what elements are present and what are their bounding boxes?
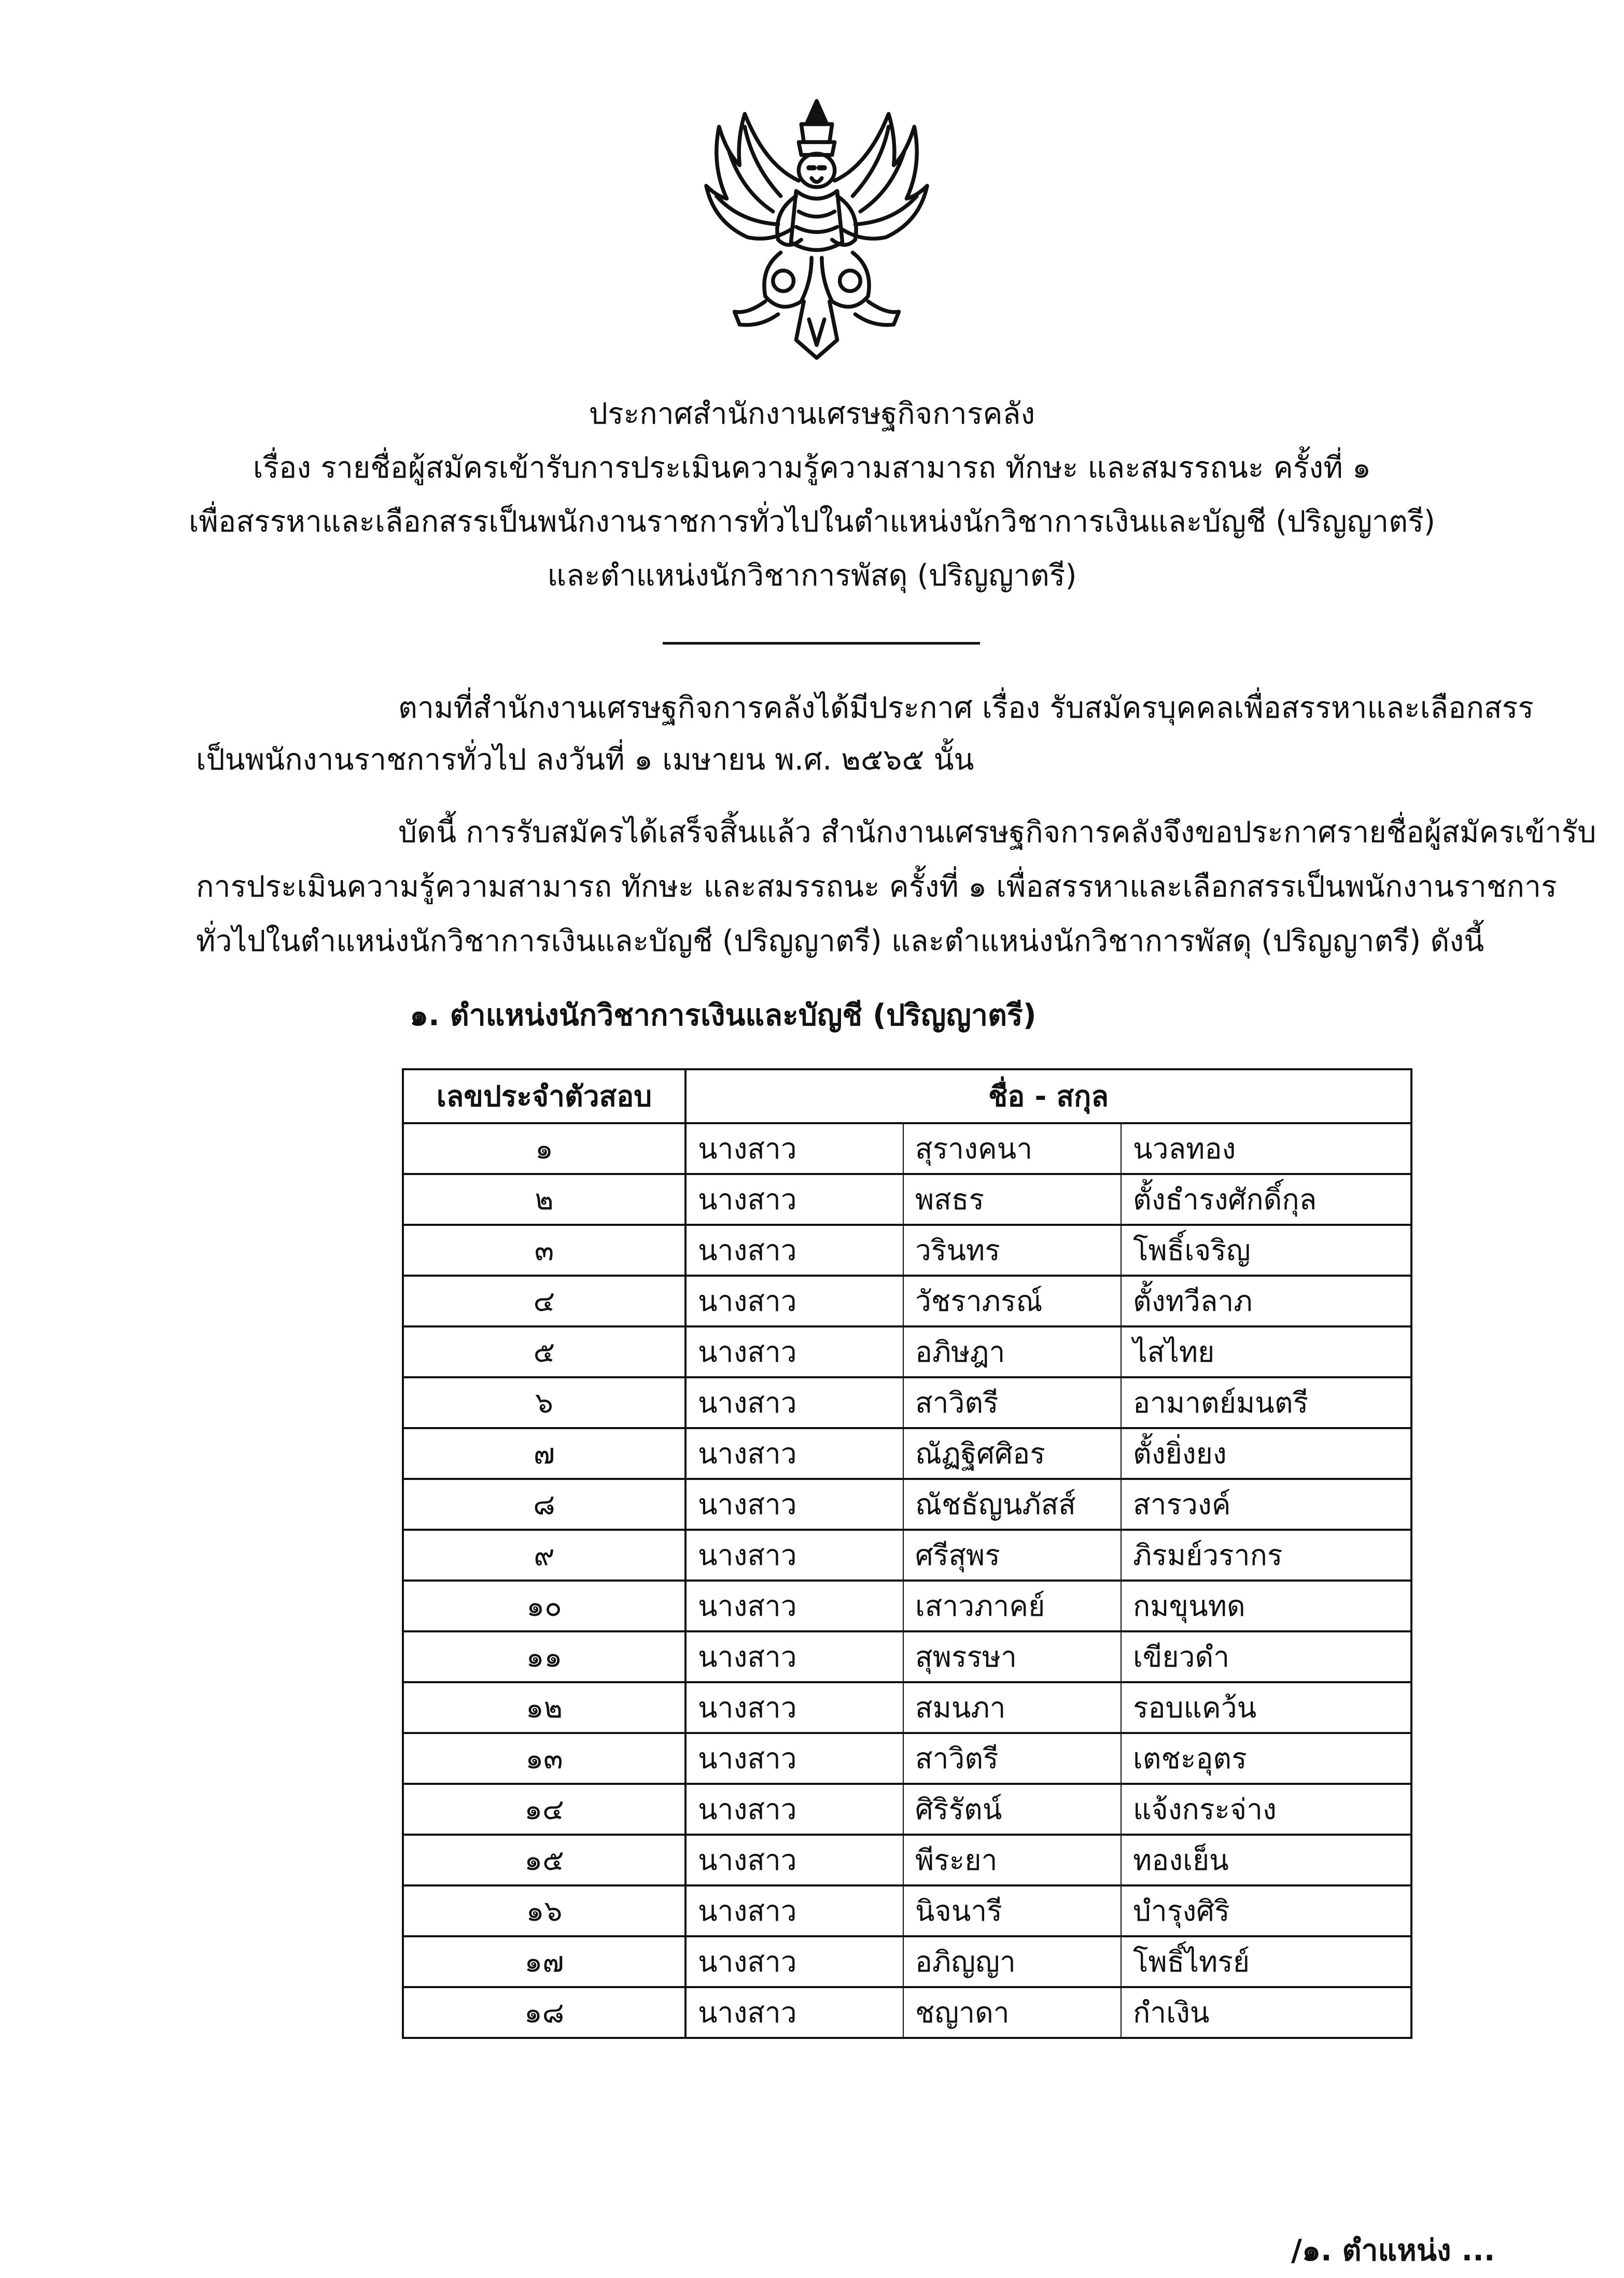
title-cell: นางสาว — [685, 1225, 903, 1276]
title-cell: นางสาว — [685, 1479, 903, 1530]
announcement-subject-end: และตำแหน่งนักวิชาการพัสดุ (ปริญญาตรี) — [547, 558, 1077, 593]
exam-id-cell: ๙ — [403, 1530, 685, 1581]
table-row — [403, 1936, 1411, 1987]
candidate-table — [402, 1068, 1412, 2039]
header-divider — [663, 642, 980, 645]
first-name-cell: ศิริรัตน์ — [903, 1784, 1121, 1835]
title-cell: นางสาว — [685, 1885, 903, 1936]
title-cell: นางสาว — [685, 1326, 903, 1377]
table-row — [403, 1377, 1411, 1428]
continuation-note: /๑. ตำแหน่ง ... — [1291, 2233, 1495, 2268]
exam-id-cell: ๑๔ — [403, 1784, 685, 1835]
last-name-cell: นวลทอง — [1121, 1123, 1411, 1174]
last-name-cell: โพธิ์ไทรย์ — [1121, 1936, 1411, 1987]
title-cell: นางสาว — [685, 1530, 903, 1581]
garuda-emblem-icon — [687, 88, 946, 371]
last-name-cell: ภิรมย์วรากร — [1121, 1530, 1411, 1581]
table-row — [403, 1733, 1411, 1784]
first-name-cell: ชญาดา — [903, 1987, 1121, 2038]
title-cell: นางสาว — [685, 1276, 903, 1326]
exam-id-cell: ๑๑ — [403, 1631, 685, 1682]
table-row — [403, 1530, 1411, 1581]
announcement-title: ประกาศสำนักงานเศรษฐกิจการคลัง — [589, 397, 1035, 431]
column-header-exam-id: เลขประจำตัวสอบ — [403, 1069, 685, 1123]
table-row — [403, 1276, 1411, 1326]
last-name-cell: บำรุงศิริ — [1121, 1885, 1411, 1936]
last-name-cell: ทองเย็น — [1121, 1835, 1411, 1885]
first-name-cell: อภิญญา — [903, 1936, 1121, 1987]
exam-id-cell: ๑๒ — [403, 1682, 685, 1733]
first-name-cell: สาวิตรี — [903, 1377, 1121, 1428]
table-row — [403, 1479, 1411, 1530]
exam-id-cell: ๑๗ — [403, 1936, 685, 1987]
first-name-cell: เสาวภาคย์ — [903, 1581, 1121, 1631]
first-name-cell: ศรีสุพร — [903, 1530, 1121, 1581]
announcement-subject-cont: เพื่อสรรหาและเลือกสรรเป็นพนักงานราชการทั่วไปในตำแหน่งนักวิชาการเงินและบัญชี (ปริญญาตรี) — [188, 505, 1436, 539]
last-name-cell: ไสไทย — [1121, 1326, 1411, 1377]
section-heading: ๑. ตำแหน่งนักวิชาการเงินและบัญชี (ปริญญาตรี) — [410, 998, 1037, 1032]
first-name-cell: พีระยา — [903, 1835, 1121, 1885]
paragraph-1-line-2: เป็นพนักงานราชการทั่วไป ลงวันที่ ๑ เมษายน พ.ศ. ๒๕๖๕ นั้น — [196, 743, 974, 777]
table-row — [403, 1123, 1411, 1174]
last-name-cell: ตั้งทวีลาภ — [1121, 1276, 1411, 1326]
table-row — [403, 1428, 1411, 1479]
first-name-cell: วรินทร — [903, 1225, 1121, 1276]
first-name-cell: นิจนารี — [903, 1885, 1121, 1936]
paragraph-2-line-1: บัดนี้ การรับสมัครได้เสร็จสิ้นแล้ว สำนักงานเศรษฐกิจการคลังจึงขอประกาศรายชื่อผู้สมัครเข้ารับ — [398, 815, 1597, 849]
exam-id-cell: ๔ — [403, 1276, 685, 1326]
table-row — [403, 1835, 1411, 1885]
last-name-cell: ตั้งธำรงศักดิ์กุล — [1121, 1174, 1411, 1225]
last-name-cell: อามาตย์มนตรี — [1121, 1377, 1411, 1428]
last-name-cell: สารวงค์ — [1121, 1479, 1411, 1530]
title-cell: นางสาว — [685, 1581, 903, 1631]
last-name-cell: กำเงิน — [1121, 1987, 1411, 2038]
first-name-cell: สุรางคนา — [903, 1123, 1121, 1174]
exam-id-cell: ๖ — [403, 1377, 685, 1428]
last-name-cell: แจ้งกระจ่าง — [1121, 1784, 1411, 1835]
table-row — [403, 1682, 1411, 1733]
paragraph-1-line-1: ตามที่สำนักงานเศรษฐกิจการคลังได้มีประกาศ เรื่อง รับสมัครบุคคลเพื่อสรรหาและเลือกสรร — [398, 691, 1534, 725]
last-name-cell: เตชะอุตร — [1121, 1733, 1411, 1784]
table-row — [403, 1885, 1411, 1936]
table-row — [403, 1225, 1411, 1276]
exam-id-cell: ๒ — [403, 1174, 685, 1225]
exam-id-cell: ๘ — [403, 1479, 685, 1530]
exam-id-cell: ๑๘ — [403, 1987, 685, 2038]
title-cell: นางสาว — [685, 1123, 903, 1174]
title-cell: นางสาว — [685, 1428, 903, 1479]
title-cell: นางสาว — [685, 1631, 903, 1682]
first-name-cell: สมนภา — [903, 1682, 1121, 1733]
exam-id-cell: ๑ — [403, 1123, 685, 1174]
title-cell: นางสาว — [685, 1733, 903, 1784]
paragraph-2-line-2: การประเมินความรู้ความสามารถ ทักษะ และสมรรถนะ ครั้งที่ ๑ เพื่อสรรหาและเลือกสรรเป็นพนักงานราชการ — [196, 870, 1557, 904]
announcement-subject: เรื่อง รายชื่อผู้สมัครเข้ารับการประเมินความรู้ความสามารถ ทักษะ และสมรรถนะ ครั้งที่ ๑ — [253, 451, 1371, 485]
title-cell: นางสาว — [685, 1835, 903, 1885]
table-body — [403, 1123, 1411, 2038]
table-row — [403, 1987, 1411, 2038]
title-cell: นางสาว — [685, 1682, 903, 1733]
first-name-cell: วัชราภรณ์ — [903, 1276, 1121, 1326]
first-name-cell: ณัชธัญนภัสส์ — [903, 1479, 1121, 1530]
last-name-cell: ตั้งยิ่งยง — [1121, 1428, 1411, 1479]
table-header-row — [403, 1069, 1411, 1123]
last-name-cell: กมขุนทด — [1121, 1581, 1411, 1631]
table-row — [403, 1784, 1411, 1835]
exam-id-cell: ๑๖ — [403, 1885, 685, 1936]
first-name-cell: สุพรรษา — [903, 1631, 1121, 1682]
title-cell: นางสาว — [685, 1987, 903, 2038]
first-name-cell: ณัฏฐิศศิอร — [903, 1428, 1121, 1479]
paragraph-2-line-3: ทั่วไปในตำแหน่งนักวิชาการเงินและบัญชี (ปริญญาตรี) และตำแหน่งนักวิชาการพัสดุ (ปริญญาตรี) ดังนี้ — [196, 924, 1485, 958]
table-row — [403, 1174, 1411, 1225]
first-name-cell: พสธร — [903, 1174, 1121, 1225]
title-cell: นางสาว — [685, 1174, 903, 1225]
last-name-cell: รอบแคว้น — [1121, 1682, 1411, 1733]
first-name-cell: อภิษฎา — [903, 1326, 1121, 1377]
last-name-cell: โพธิ์เจริญ — [1121, 1225, 1411, 1276]
exam-id-cell: ๓ — [403, 1225, 685, 1276]
title-cell: นางสาว — [685, 1377, 903, 1428]
title-cell: นางสาว — [685, 1936, 903, 1987]
exam-id-cell: ๕ — [403, 1326, 685, 1377]
last-name-cell: เขียวดำ — [1121, 1631, 1411, 1682]
exam-id-cell: ๑๕ — [403, 1835, 685, 1885]
table-row — [403, 1631, 1411, 1682]
column-header-full-name: ชื่อ - สกุล — [685, 1069, 1411, 1123]
exam-id-cell: ๑๓ — [403, 1733, 685, 1784]
title-cell: นางสาว — [685, 1784, 903, 1835]
table-row — [403, 1581, 1411, 1631]
exam-id-cell: ๗ — [403, 1428, 685, 1479]
table-row — [403, 1326, 1411, 1377]
first-name-cell: สาวิตรี — [903, 1733, 1121, 1784]
exam-id-cell: ๑๐ — [403, 1581, 685, 1631]
